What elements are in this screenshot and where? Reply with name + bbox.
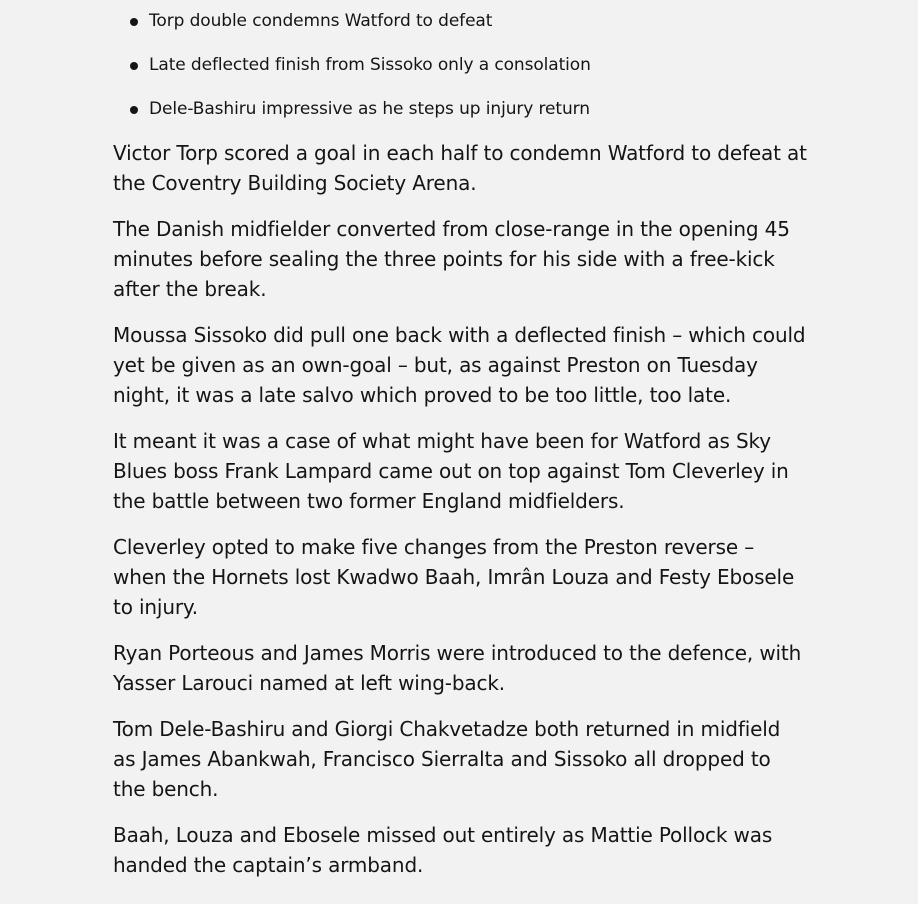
summary-bullet-list [130,9,825,121]
article-paragraph: Baah, Louza and Ebosele missed out entirely as Mattie Pollock was handed the captain’s armband. [113,823,773,877]
article-paragraph: The Danish midfielder converted from close-range in the opening 45 minutes before sealing the three points for his side with a free-kick after the break. [113,217,790,301]
summary-bullet-item: Torp double condemns Watford to defeat [130,9,825,33]
summary-bullet-item: Late deflected finish from Sissoko only a consolation [130,53,825,77]
article-paragraph: It meant it was a case of what might have been for Watford as Sky Blues boss Frank Lampard came out on top against Tom Cleverley in the battle between two former England midfielders. [113,429,789,513]
article-paragraph: Victor Torp scored a goal in each half to condemn Watford to defeat at the Coventry Building Society Arena. [113,141,807,195]
article-paragraph: Tom Dele-Bashiru and Giorgi Chakvetadze both returned in midfield as James Abankwah, Francisco Sierralta and Sissoko all dropped to the bench. [113,717,781,801]
match-report-article [113,0,808,877]
article-paragraph: Cleverley opted to make five changes from the Preston reverse – when the Hornets lost Kwadwo Baah, Imrân Louza and Festy Ebosele to injury. [113,535,795,619]
article-paragraph: Moussa Sissoko did pull one back with a deflected finish – which could yet be given as an own-goal – but, as against Preston on Tuesday night, it was a late salvo which proved to be too little, too late. [113,323,806,407]
summary-bullet-item: Dele-Bashiru impressive as he steps up injury return [130,97,825,121]
article-paragraph: Ryan Porteous and James Morris were introduced to the defence, with Yasser Larouci named at left wing-back. [113,641,802,695]
article-body [113,138,808,896]
